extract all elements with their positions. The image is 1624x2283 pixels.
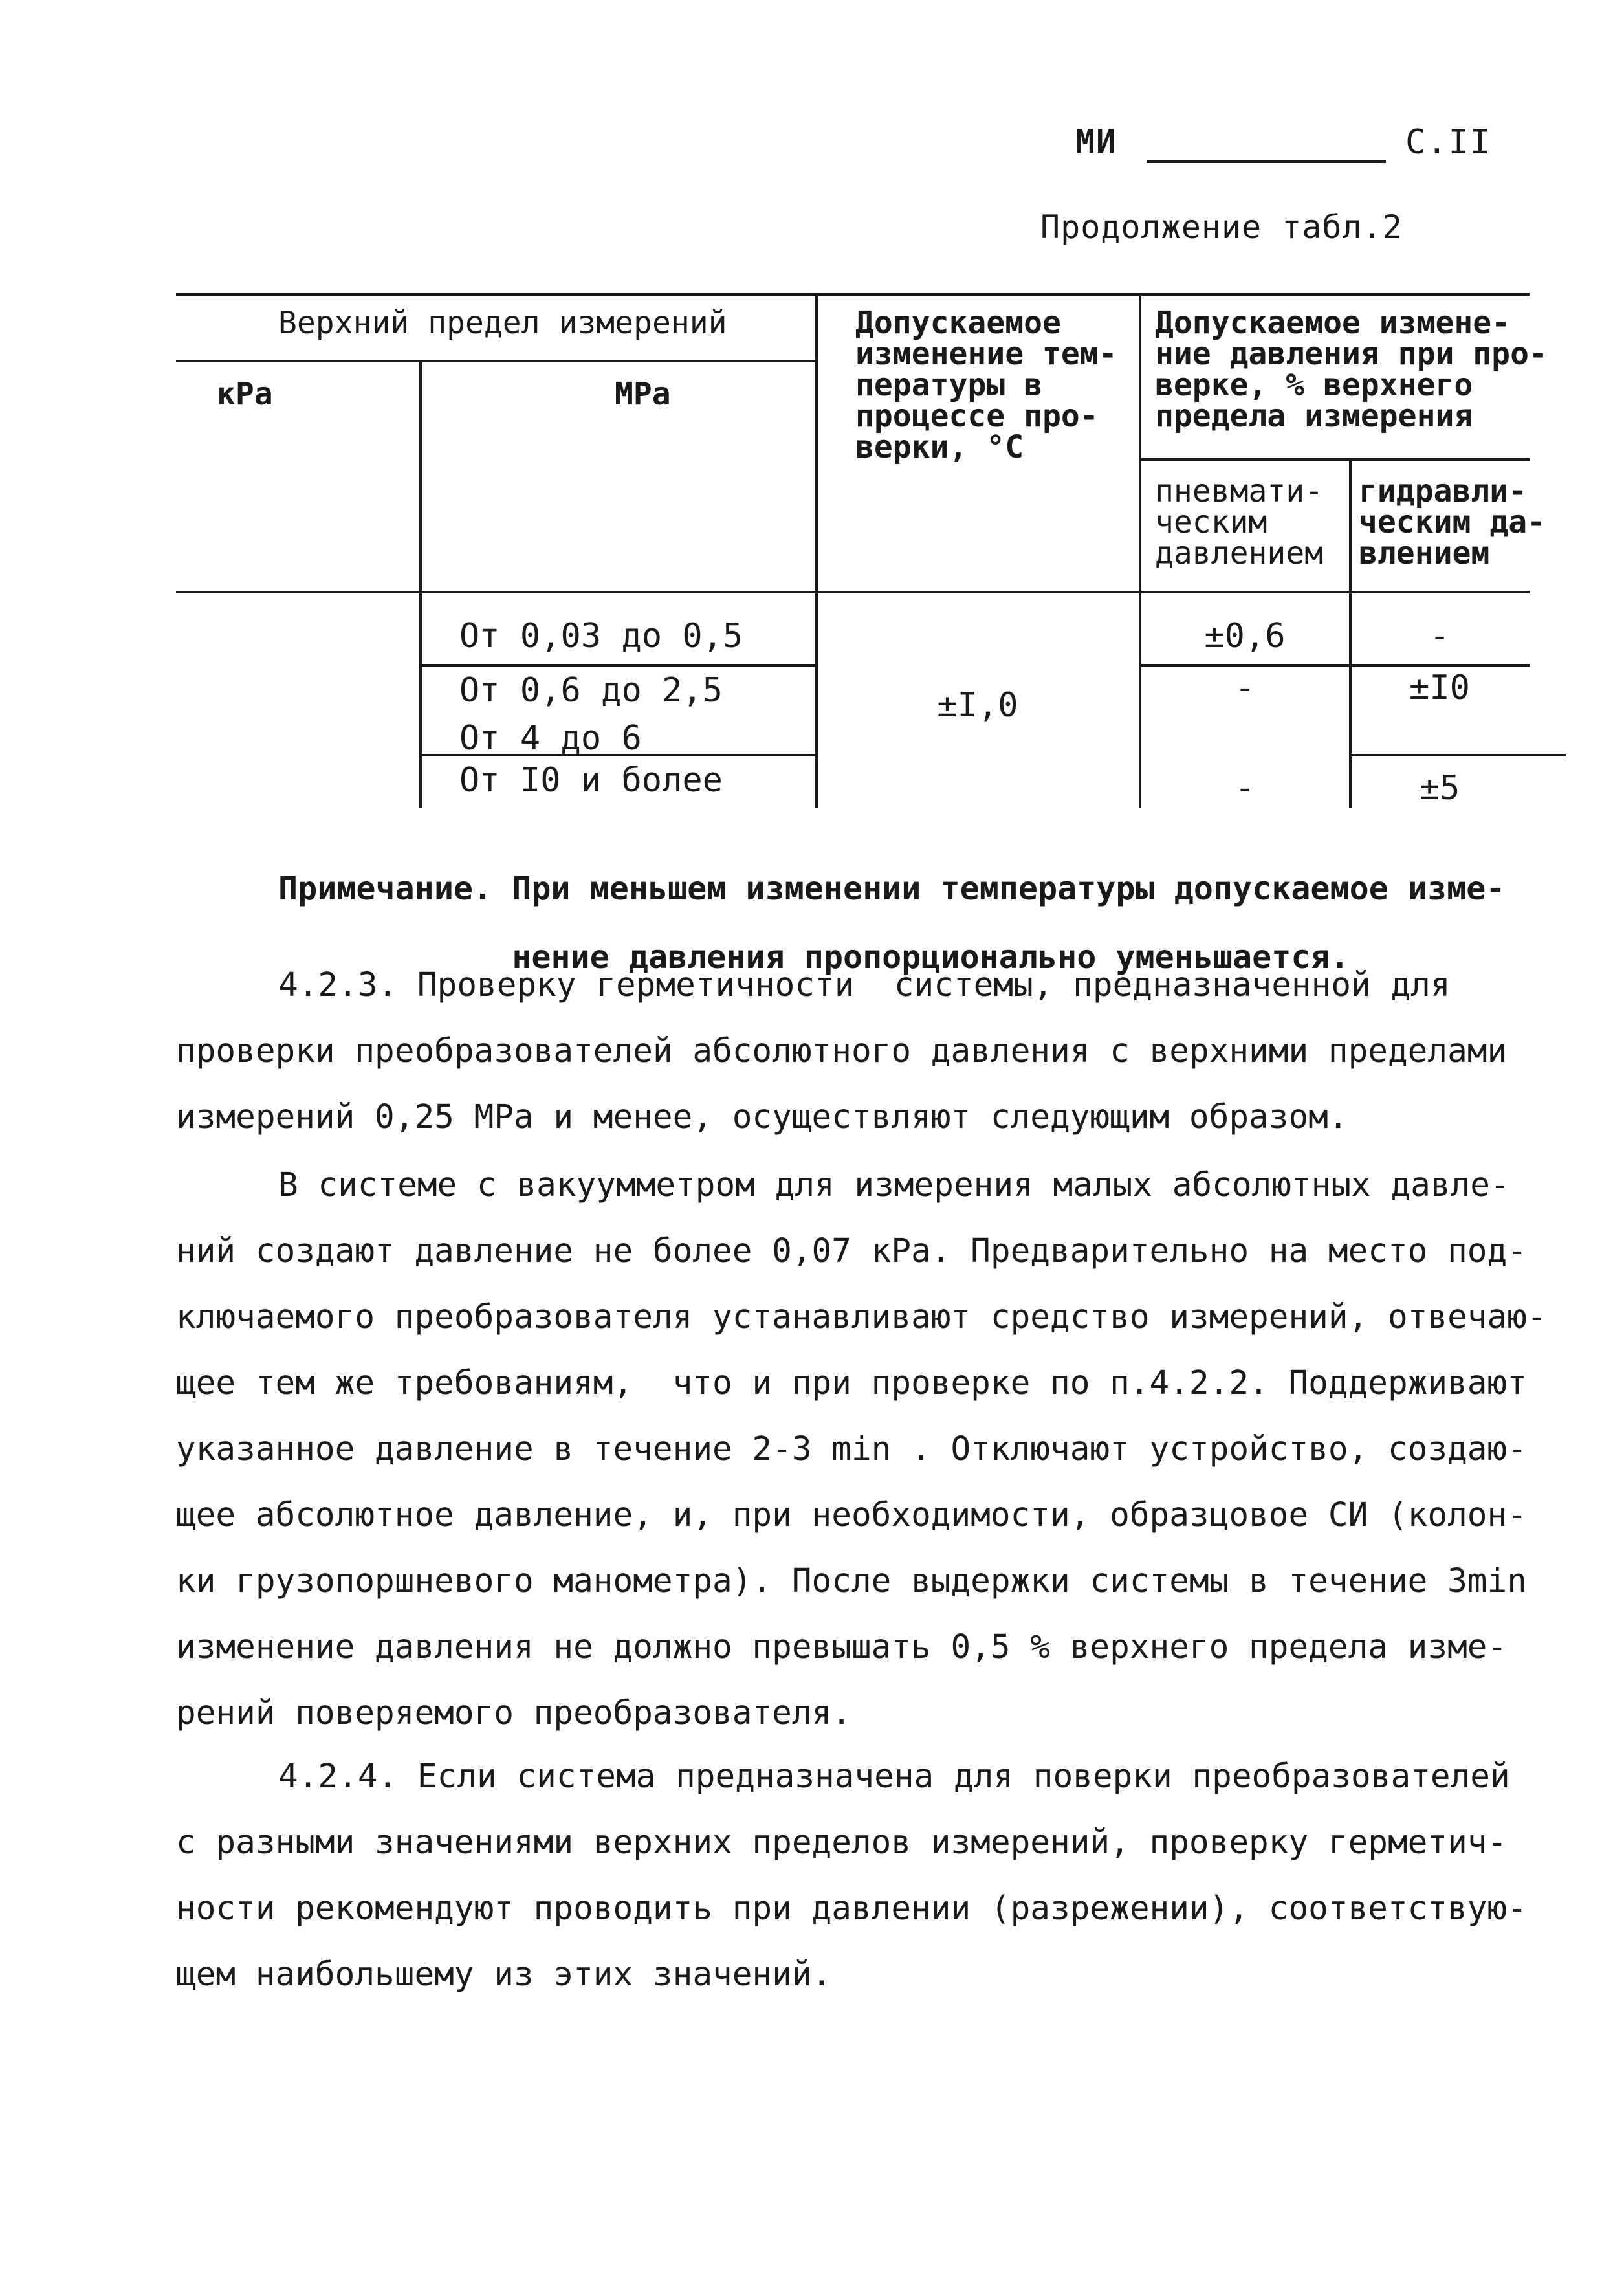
header-temperature-change: Допускаемое изменение тем- пературы в процессе про- верки, °С	[855, 305, 1117, 465]
paragraph-4-2-4: 4.2.4. Если система предназначена для поверки преобразователей с разными значениями верхних пределов измерений, проверку герметич- ности рекомендуют проводить при давлении (разрежении), соответствую- щем наибольшему из этих значений.	[176, 1758, 1527, 1994]
header-subrule-limits	[176, 360, 817, 362]
col-divider-kpa-mpa	[419, 360, 422, 808]
paragraph-4-2-3: 4.2.3. Проверку герметичности системы, предназначенной для проверки преобразователей абсолютного давления с верхними пределами измерений 0,25 МРа и менее, осуществляют следующим образом.	[176, 966, 1508, 1136]
header-hydraulic: гидравли- ческим да- влением	[1359, 473, 1546, 571]
row-3-pneumatic: -	[1234, 769, 1255, 808]
header-pressure-change: Допускаемое измене- ние давления при про- верке, % верхнего предела измерения	[1155, 305, 1548, 434]
header-mpa: МРа	[615, 376, 671, 412]
temperature-change-value: ±I,0	[937, 686, 1018, 725]
header-kpa: кРа	[217, 376, 273, 412]
table-continuation-caption: Продолжение табл.2	[1040, 208, 1403, 246]
document-code: МИ	[1075, 123, 1117, 160]
header-pneumatic: пневмати- ческим давлением	[1155, 473, 1324, 571]
row-1-hydraulic: -	[1429, 617, 1450, 656]
page-number: С.II	[1405, 123, 1492, 162]
row-rule-1-right	[1139, 664, 1530, 667]
table-top-rule	[176, 293, 1530, 296]
col-divider-temp-pressure	[1139, 293, 1141, 808]
row-1-pneumatic: ±0,6	[1204, 617, 1286, 656]
col-divider-pneumatic-hydraulic	[1349, 458, 1352, 808]
header-subrule-pressure	[1139, 458, 1530, 461]
header-bottom-rule	[176, 591, 1530, 593]
row-2-hydraulic: ±I0	[1409, 668, 1470, 707]
col-divider-mpa-temp	[815, 293, 818, 808]
row-3-hydraulic: ±5	[1419, 769, 1460, 808]
row-2-pneumatic: -	[1234, 668, 1255, 707]
row-3-mpa: От I0 и более	[459, 761, 723, 800]
row-rule-2-right	[1349, 754, 1566, 756]
header-upper-limit: Верхний предел измерений	[278, 305, 727, 341]
table-2-continuation	[0, 0, 1624, 841]
row-1-mpa: От 0,03 до 0,5	[459, 617, 743, 656]
paragraph-4-2-3-procedure: В системе с вакуумметром для измерения малых абсолютных давле- ний создают давление не более 0,07 кРа. Предварительно на место под- ключаемого преобразователя устанавливают средство измерений, отвечаю- щее тем же требованиям, что и при проверке по п.4.2.2. Поддерживают указанное давление в течение 2-3 min . Отключают устройство, создаю- щее абсолютное давление, и, при необходимости, образцовое СИ (колон- ки грузопоршневого манометра). После выдержки системы в течение 3min изменение давления не должно превышать 0,5 % верхнего предела изме- рений поверяемого преобразователя.	[176, 1166, 1547, 1732]
table-note: Примечание. При меньшем изменении температуры допускаемое изме- нение давления пропорционально уменьшается.	[278, 870, 1506, 976]
row-2-mpa: От 0,6 до 2,5 От 4 до 6	[459, 671, 723, 758]
